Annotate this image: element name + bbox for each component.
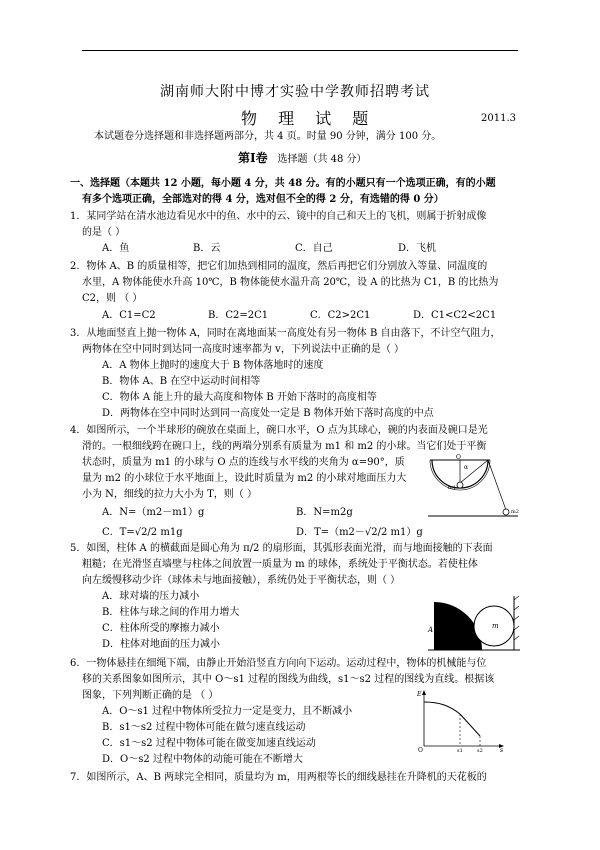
q4-option-a: A．N=（m2－m1）g — [102, 507, 205, 518]
q3-option-a: A．A 物体上抛时的速度大于 B 物体落地时的速度 — [102, 360, 324, 371]
exam-date: 2011.3 — [481, 113, 516, 124]
q7-stem-line1: 7．如图所示，A、B 两球完全相同，质量均为 m，用两根等长的细线悬挂在升降机的天花板的 — [70, 772, 487, 783]
label-m1: m1 — [448, 485, 456, 491]
curve-o-s1 — [424, 702, 460, 714]
y-axis-arrow — [422, 690, 426, 695]
string-outside — [488, 460, 506, 510]
q5-option-c: C．柱体所受的摩擦力减小 — [102, 623, 220, 634]
q6-option-d: D．O～s2 过程中物体的动能可能在不断增大 — [102, 754, 303, 765]
label-a: A — [428, 626, 434, 634]
q5-option-b: B．柱体与球之间的作用力增大 — [102, 607, 240, 618]
label-m: m — [492, 622, 499, 630]
q1-stem-line2: 的是（ ） — [82, 227, 126, 238]
label-e: E — [417, 691, 422, 698]
energy-graph-figure — [416, 688, 506, 753]
wall-hatch-3 — [514, 616, 519, 620]
q6-option-c: C．s1～s2 过程中物体可能在做变加速直线运动 — [102, 738, 316, 749]
wall-hatch-2 — [514, 606, 519, 610]
q6-stem-line3: 图象，下列判断正确的是 （ ） — [82, 690, 219, 701]
section-sub: 选择题（共 48 分） — [277, 154, 367, 165]
label-alpha: α — [464, 464, 469, 471]
section-heading — [238, 152, 367, 165]
q6-stem-line1: 6．一物体悬挂在细绳下端，由静止开始沿竖直方向向下运动。运动过程中，物体的机械能与位 — [70, 658, 487, 669]
q1-stem-line1: 1．某同学站在清水池边看见水中的鱼、水中的云、镜中的自己和天上的飞机，则属于折射成像 — [70, 211, 487, 222]
q4-stem-line4: 量为 m2 的小球位于水平地面上，设此时质量为 m2 的小球对地面压力大 — [82, 473, 407, 484]
q2-option-c: C．C2>2C1 — [310, 310, 371, 321]
q2-stem-line3: C2，则 （ ） — [82, 293, 143, 304]
cylinder-figure — [428, 590, 523, 655]
q4-stem-line5: 小为 N，细线的拉力大小为 T，则（ ） — [82, 489, 257, 500]
top-rule — [82, 50, 518, 51]
q3-stem-line1: 3．从地面竖直上抛一物体 A，同时在离地面某一高度处有另一物体 B 自由落下，不计空气阻力， — [70, 328, 501, 339]
q3-option-b: B．物体 A、B 在空中运动时间相等 — [102, 376, 261, 387]
subject-title: 物 理 试 题 — [241, 109, 377, 128]
q5-option-a: A．球对墙的压力减小 — [102, 591, 200, 602]
q1-option-d: D．飞机 — [398, 243, 437, 254]
line-s1-s2 — [460, 714, 480, 736]
label-s1: s1 — [457, 748, 463, 754]
q2-option-d: D．C1<C2<2C1 — [413, 310, 497, 321]
q1-option-a: A．鱼 — [102, 243, 130, 254]
q4-option-d: D．T=（m2－√2/2 m1）g — [296, 527, 423, 538]
section-main: 第Ⅰ卷 — [238, 151, 268, 165]
wall-hatch-1 — [514, 596, 519, 600]
q4-stem-line2: 滑的。一根细线跨在碗口上，线的两端分别系有质量为 m1 和 m2 的小球。当它们处于平衡 — [82, 441, 487, 452]
ball-m1 — [457, 482, 463, 488]
intro-text: 本试题卷分选择题和非选择题两部分，共 4 页。时量 90 分钟，满分 100 分。 — [94, 131, 442, 142]
q1-option-b: B．云 — [193, 243, 221, 254]
label-s: s — [500, 747, 504, 754]
q1-option-c: C．自己 — [295, 243, 333, 254]
q2-stem-line2: 水里，A 物体能使水升高 10℃，B 物体能使水温升高 20℃，设 A 的比热为 C1，B 的比热为 — [82, 277, 499, 288]
q4-option-c: C．T=√2/2 m1g — [102, 527, 183, 538]
label-s2: s2 — [477, 748, 483, 754]
q6-option-b: B．s1～s2 过程中物体可能在做匀速直线运动 — [102, 722, 306, 733]
q2-option-b: B．C2=2C1 — [208, 310, 269, 321]
q3-option-c: C．物体 A 能上升的最大高度和物体 B 开始下落时的高度相等 — [102, 392, 377, 403]
wall-hatch-5 — [514, 636, 519, 640]
label-o: O — [456, 454, 461, 461]
label-m2: m2 — [511, 509, 519, 515]
q4-stem-line3: 状态时，质量为 m1 的小球与 O 点的连线与水平线的夹角为 α=90°，质 — [82, 457, 405, 468]
org-title: 湖南师大附中博才实验中学教师招聘考试 — [160, 84, 430, 100]
q5-stem-line2: 粗糙；在光滑竖直墙壁与柱体之间放置一质量为 m 的球体，系统处于平衡状态。若使柱体 — [82, 559, 478, 570]
wall-hatch-4 — [514, 626, 519, 630]
ball-m2 — [503, 509, 509, 515]
q2-stem-line1: 2．物体 A、B 的质量相等，把它们加热到相同的温度，然后再把它们分别放入等量、同温度的 — [70, 261, 488, 272]
q4-stem-line1: 4．如图所示，一个半球形的碗放在桌面上，碗口水平，O 点为其球心，碗的内表面及碗口是光 — [70, 425, 488, 436]
q4-option-b: B．N=m2g — [296, 507, 353, 518]
label-origin: O — [418, 747, 423, 754]
q5-option-d: D．柱体对地面的压力减小 — [102, 639, 221, 650]
q6-option-a: A．O～s1 过程中物体所受拉力一定是变力，且不断减小 — [102, 706, 353, 717]
q3-option-d: D．两物体在空中同时达到同一高度处一定是 B 物体开始下落时高度的中点 — [102, 408, 434, 419]
instructions-line1: 一、选择题（本题共 12 小题，每小题 4 分，共 48 分。有的小题只有一个选项正确，有的小题 — [70, 178, 496, 189]
q3-stem-line2: 两物体在空中同时到达同一高度时速率都为 v，下列说法中正确的是（ ） — [82, 344, 405, 355]
instructions-line2: 有多个选项正确，全部选对的得 4 分，选对但不全的得 2 分，有选错的得 0 分） — [82, 194, 444, 205]
q5-stem-line3: 向左缓慢移动少许（球体未与地面接触），系统仍处于平衡状态，则（ ） — [82, 575, 401, 586]
q5-stem-line1: 5．如图，柱体 A 的横截面是圆心角为 π/2 的扇形面，其弧形表面光滑，而与地面接触的下表面 — [70, 543, 493, 554]
q6-stem-line2: 移的关系图象如图所示，其中 O～s1 过程的图线为曲线，s1～s2 过程的图线为直线。根据该 — [82, 674, 495, 685]
bowl-figure — [428, 455, 518, 520]
q2-option-a: A．C1=C2 — [102, 310, 156, 321]
